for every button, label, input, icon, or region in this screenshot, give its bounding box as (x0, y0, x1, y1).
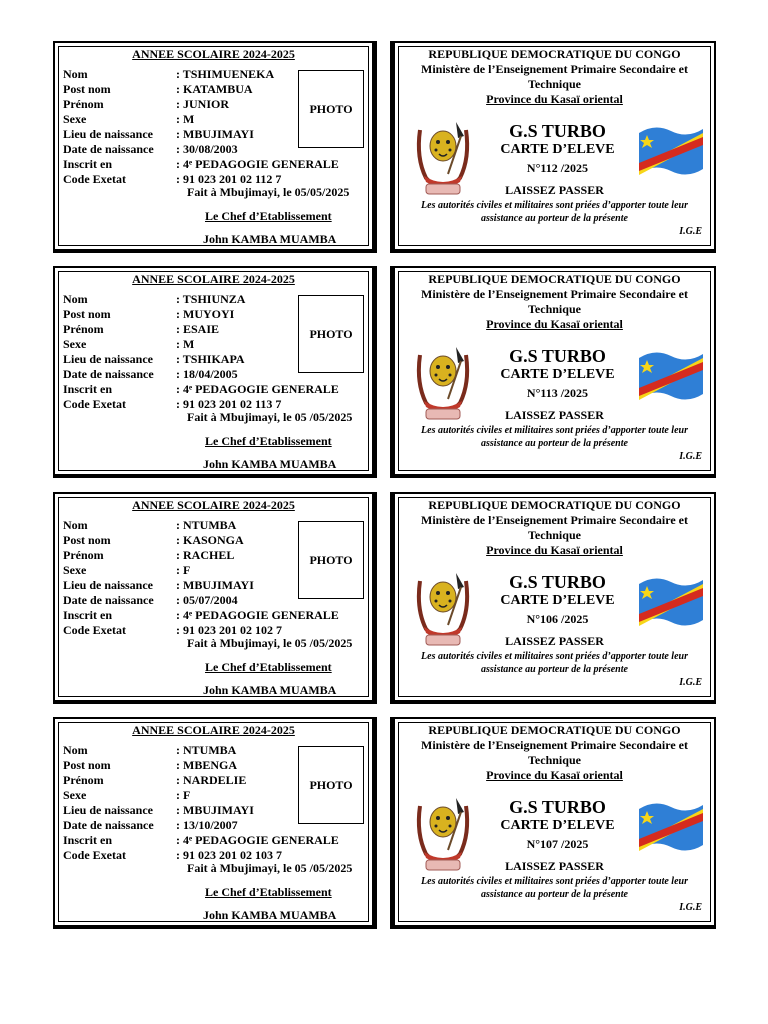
value-date: : 05/07/2004 (176, 593, 238, 607)
province-title: Province du Kasaï oriental (486, 543, 623, 557)
value-lieu: : TSHIKAPA (176, 352, 245, 366)
issue-place-date: Fait à Mbujimayi, le 05/05/2025 (187, 185, 350, 199)
label-exetat: Code Exetat (63, 172, 126, 186)
value-postnom: : MBENGA (176, 758, 237, 772)
student-card-back (390, 717, 716, 929)
label-postnom: Post nom (63, 307, 111, 321)
signatory-name: John KAMBA MUAMBA (203, 908, 337, 922)
value-prenom: : ESAIE (176, 322, 220, 336)
label-lieu: Lieu de naissance (63, 803, 154, 817)
province-title: Province du Kasaï oriental (486, 92, 623, 106)
field-inscrit (63, 157, 339, 172)
value-nom: : NTUMBA (176, 743, 237, 757)
label-prenom: Prénom (63, 97, 104, 111)
chef-title: Le Chef d’Etablissement (205, 885, 332, 899)
label-prenom: Prénom (63, 773, 104, 787)
label-date: Date de naissance (63, 593, 154, 607)
value-postnom: : KASONGA (176, 533, 244, 547)
value-nom: : TSHIMUENEKA (176, 67, 275, 81)
ministry-title: Ministère de l’Enseignement Primaire Secondaire et Technique (421, 513, 688, 542)
ministry-title: Ministère de l’Enseignement Primaire Secondaire et Technique (421, 287, 688, 316)
value-inscrit: : 4ᵉ PEDAGOGIE GENERALE (176, 833, 339, 847)
card-number: N°112 /2025 (526, 161, 589, 175)
value-sexe: : M (176, 112, 195, 126)
label-nom: Nom (63, 518, 88, 532)
card-number: N°106 /2025 (526, 612, 589, 626)
school-name: G.S TURBO (509, 121, 606, 141)
label-inscrit: Inscrit en (63, 833, 112, 847)
signatory-name: John KAMBA MUAMBA (203, 232, 337, 246)
republic-title: REPUBLIQUE DEMOCRATIQUE DU CONGO (428, 272, 681, 286)
authority-notice: Les autorités civiles et militaires sont priées d’apporter toute leur assistance au porteur de la présente (421, 876, 688, 900)
photo-box (298, 70, 364, 148)
school-year: ANNEE SCOLAIRE 2024-2025 (132, 498, 295, 512)
value-exetat: : 91 023 201 02 102 7 (176, 623, 282, 637)
label-sexe: Sexe (63, 788, 87, 802)
student-card-back (390, 41, 716, 253)
value-date: : 18/04/2005 (176, 367, 238, 381)
value-nom: : TSHIUNZA (176, 292, 246, 306)
field-inscrit (63, 382, 339, 397)
field-inscrit (63, 833, 339, 848)
school-name: G.S TURBO (509, 346, 606, 366)
ige-mark: I.G.E (679, 226, 702, 237)
label-inscrit: Inscrit en (63, 157, 112, 171)
drc-flag-icon (635, 574, 707, 632)
student-card-front (53, 492, 377, 704)
student-card-front (53, 266, 377, 478)
value-inscrit: : 4ᵉ PEDAGOGIE GENERALE (176, 157, 339, 171)
label-date: Date de naissance (63, 142, 154, 156)
authority-notice: Les autorités civiles et militaires sont priées d’apporter toute leur assistance au porteur de la présente (421, 425, 688, 449)
signatory-name: John KAMBA MUAMBA (203, 457, 337, 471)
card-type: CARTE D’ELEVE (500, 142, 615, 157)
drc-flag-icon (635, 123, 707, 181)
label-nom: Nom (63, 292, 88, 306)
photo-label: PHOTO (309, 552, 353, 567)
photo-label: PHOTO (309, 326, 353, 341)
label-nom: Nom (63, 67, 88, 81)
province-title: Province du Kasaï oriental (486, 317, 623, 331)
label-date: Date de naissance (63, 818, 154, 832)
school-name: G.S TURBO (509, 797, 606, 817)
value-inscrit: : 4ᵉ PEDAGOGIE GENERALE (176, 382, 339, 396)
value-date: : 30/08/2003 (176, 142, 238, 156)
pass-title: LAISSEZ PASSER (505, 408, 604, 422)
card-number: N°113 /2025 (526, 386, 589, 400)
drc-flag-icon (635, 348, 707, 406)
label-exetat: Code Exetat (63, 848, 126, 862)
card-type: CARTE D’ELEVE (500, 593, 615, 608)
chef-title: Le Chef d’Etablissement (205, 209, 332, 223)
label-postnom: Post nom (63, 758, 111, 772)
label-inscrit: Inscrit en (63, 382, 112, 396)
label-lieu: Lieu de naissance (63, 578, 154, 592)
photo-label: PHOTO (309, 777, 353, 792)
ministry-title: Ministère de l’Enseignement Primaire Secondaire et Technique (421, 738, 688, 767)
ige-mark: I.G.E (679, 902, 702, 913)
value-lieu: : MBUJIMAYI (176, 803, 254, 817)
student-card-back (390, 266, 716, 478)
student-card-front (53, 717, 377, 929)
value-sexe: : M (176, 337, 195, 351)
authority-notice: Les autorités civiles et militaires sont priées d’apporter toute leur assistance au porteur de la présente (421, 200, 688, 224)
label-postnom: Post nom (63, 533, 111, 547)
value-prenom: : NARDELIE (176, 773, 247, 787)
value-lieu: : MBUJIMAYI (176, 578, 254, 592)
school-year: ANNEE SCOLAIRE 2024-2025 (132, 723, 295, 737)
ige-mark: I.G.E (679, 677, 702, 688)
issue-place-date: Fait à Mbujimayi, le 05 /05/2025 (187, 410, 353, 424)
value-sexe: : F (176, 788, 191, 802)
republic-title: REPUBLIQUE DEMOCRATIQUE DU CONGO (428, 498, 681, 512)
school-year: ANNEE SCOLAIRE 2024-2025 (132, 47, 295, 61)
card-type: CARTE D’ELEVE (500, 367, 615, 382)
value-prenom: : RACHEL (176, 548, 235, 562)
republic-title: REPUBLIQUE DEMOCRATIQUE DU CONGO (428, 723, 681, 737)
value-date: : 13/10/2007 (176, 818, 238, 832)
chef-title: Le Chef d’Etablissement (205, 434, 332, 448)
label-postnom: Post nom (63, 82, 111, 96)
label-sexe: Sexe (63, 112, 87, 126)
student-card-front (53, 41, 377, 253)
photo-box (298, 746, 364, 824)
issue-place-date: Fait à Mbujimayi, le 05 /05/2025 (187, 636, 353, 650)
label-inscrit: Inscrit en (63, 608, 112, 622)
value-inscrit: : 4ᵉ PEDAGOGIE GENERALE (176, 608, 339, 622)
photo-box (298, 295, 364, 373)
label-prenom: Prénom (63, 548, 104, 562)
label-prenom: Prénom (63, 322, 104, 336)
ige-mark: I.G.E (679, 451, 702, 462)
value-postnom: : MUYOYI (176, 307, 235, 321)
ministry-title: Ministère de l’Enseignement Primaire Secondaire et Technique (421, 62, 688, 91)
pass-title: LAISSEZ PASSER (505, 183, 604, 197)
label-exetat: Code Exetat (63, 397, 126, 411)
label-sexe: Sexe (63, 563, 87, 577)
signatory-name: John KAMBA MUAMBA (203, 683, 337, 697)
card-type: CARTE D’ELEVE (500, 818, 615, 833)
value-exetat: : 91 023 201 02 103 7 (176, 848, 282, 862)
student-card-back (390, 492, 716, 704)
label-nom: Nom (63, 743, 88, 757)
school-year: ANNEE SCOLAIRE 2024-2025 (132, 272, 295, 286)
label-exetat: Code Exetat (63, 623, 126, 637)
value-sexe: : F (176, 563, 191, 577)
label-date: Date de naissance (63, 367, 154, 381)
pass-title: LAISSEZ PASSER (505, 859, 604, 873)
value-postnom: : KATAMBUA (176, 82, 253, 96)
field-inscrit (63, 608, 339, 623)
value-prenom: : JUNIOR (176, 97, 229, 111)
value-exetat: : 91 023 201 02 113 7 (176, 397, 282, 411)
value-lieu: : MBUJIMAYI (176, 127, 254, 141)
issue-place-date: Fait à Mbujimayi, le 05 /05/2025 (187, 861, 353, 875)
photo-box (298, 521, 364, 599)
chef-title: Le Chef d’Etablissement (205, 660, 332, 674)
republic-title: REPUBLIQUE DEMOCRATIQUE DU CONGO (428, 47, 681, 61)
pass-title: LAISSEZ PASSER (505, 634, 604, 648)
card-number: N°107 /2025 (526, 837, 589, 851)
label-lieu: Lieu de naissance (63, 127, 154, 141)
label-sexe: Sexe (63, 337, 87, 351)
value-exetat: : 91 023 201 02 112 7 (176, 172, 282, 186)
authority-notice: Les autorités civiles et militaires sont priées d’apporter toute leur assistance au porteur de la présente (421, 651, 688, 675)
province-title: Province du Kasaï oriental (486, 768, 623, 782)
value-nom: : NTUMBA (176, 518, 237, 532)
school-name: G.S TURBO (509, 572, 606, 592)
drc-flag-icon (635, 799, 707, 857)
label-lieu: Lieu de naissance (63, 352, 154, 366)
photo-label: PHOTO (309, 101, 353, 116)
